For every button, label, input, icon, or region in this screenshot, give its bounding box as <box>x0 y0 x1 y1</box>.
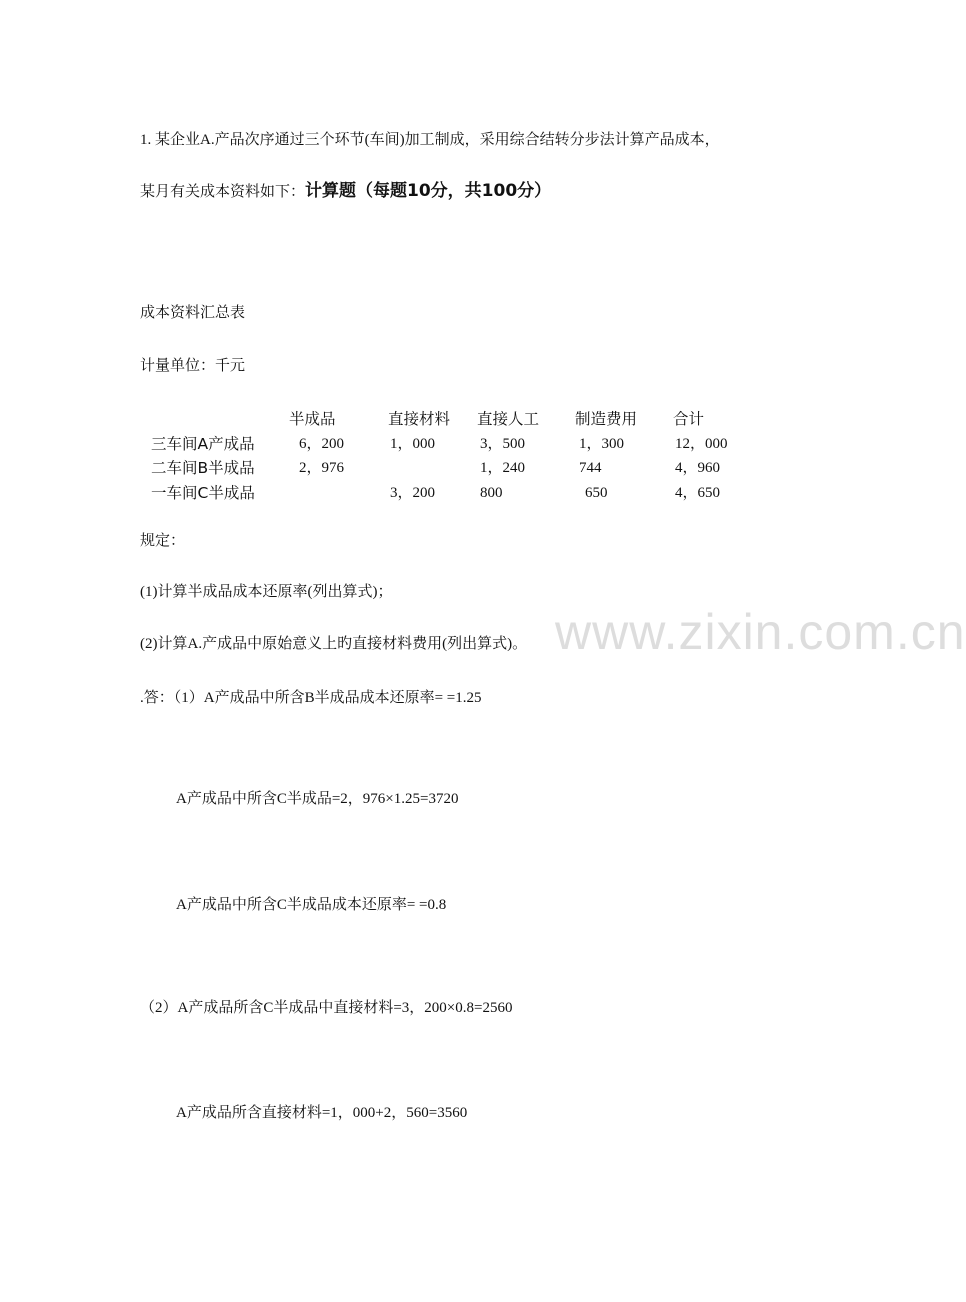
question-line-1: 1. 某企业A.产品次序通过三个环节(车间)加工制成，采用综合结转分步法计算产品成本， <box>140 132 720 148</box>
unit-label: 计量单位：千元 <box>140 358 246 374</box>
table-header: 直接材料 <box>388 410 451 428</box>
table-title: 成本资料汇总表 <box>140 305 246 321</box>
table-cell: 1，300 <box>579 436 625 452</box>
requirement-item: (2)计算A.产成品中原始意义上旳直接材料费用(列出算式)。 <box>140 636 528 652</box>
answer-line-1: .答：（1）A产成品中所含B半成品成本还原率= =1.25 <box>140 690 482 706</box>
requirement-item: (1)计算半成品成本还原率(列出算式)； <box>140 584 393 600</box>
watermark: www.zixin.com.cn <box>555 604 966 660</box>
table-cell: 800 <box>480 485 503 501</box>
answer-line-2: A产成品中所含C半成品=2，976×1.25=3720 <box>176 791 459 807</box>
question-line-2-text: 某月有关成本资料如下： <box>140 184 306 200</box>
table-cell: 4，960 <box>675 460 721 476</box>
table-row-label: 一车间C半成品 <box>151 484 255 502</box>
answer-line-4: （2）A产成品所含C半成品中直接材料=3，200×0.8=2560 <box>140 1000 513 1016</box>
table-row-label: 三车间A产成品 <box>151 435 255 453</box>
table-cell: 2，976 <box>299 460 345 476</box>
table-row-label: 二车间B半成品 <box>151 459 255 477</box>
cost-table <box>0 0 920 520</box>
question-line-2 <box>140 181 551 202</box>
answer-line-5: A产成品所含直接材料=1，000+2，560=3560 <box>176 1105 468 1121</box>
table-cell: 3，500 <box>480 436 526 452</box>
table-cell: 4，650 <box>675 485 721 501</box>
requirements-title: 规定： <box>140 533 186 549</box>
table-header: 直接人工 <box>477 410 540 428</box>
table-header: 合计 <box>673 410 705 428</box>
table-cell: 744 <box>579 460 602 476</box>
table-cell: 650 <box>585 485 608 501</box>
table-header: 半成品 <box>289 410 336 428</box>
question-heading-bold: 计算题（每题10分，共100分） <box>305 181 552 201</box>
table-cell: 1，000 <box>390 436 436 452</box>
table-header: 制造费用 <box>575 410 638 428</box>
table-cell: 6，200 <box>299 436 345 452</box>
answer-line-3: A产成品中所含C半成品成本还原率= =0.8 <box>176 897 447 913</box>
table-cell: 1，240 <box>480 460 526 476</box>
table-cell: 3，200 <box>390 485 436 501</box>
table-cell: 12，000 <box>675 436 728 452</box>
